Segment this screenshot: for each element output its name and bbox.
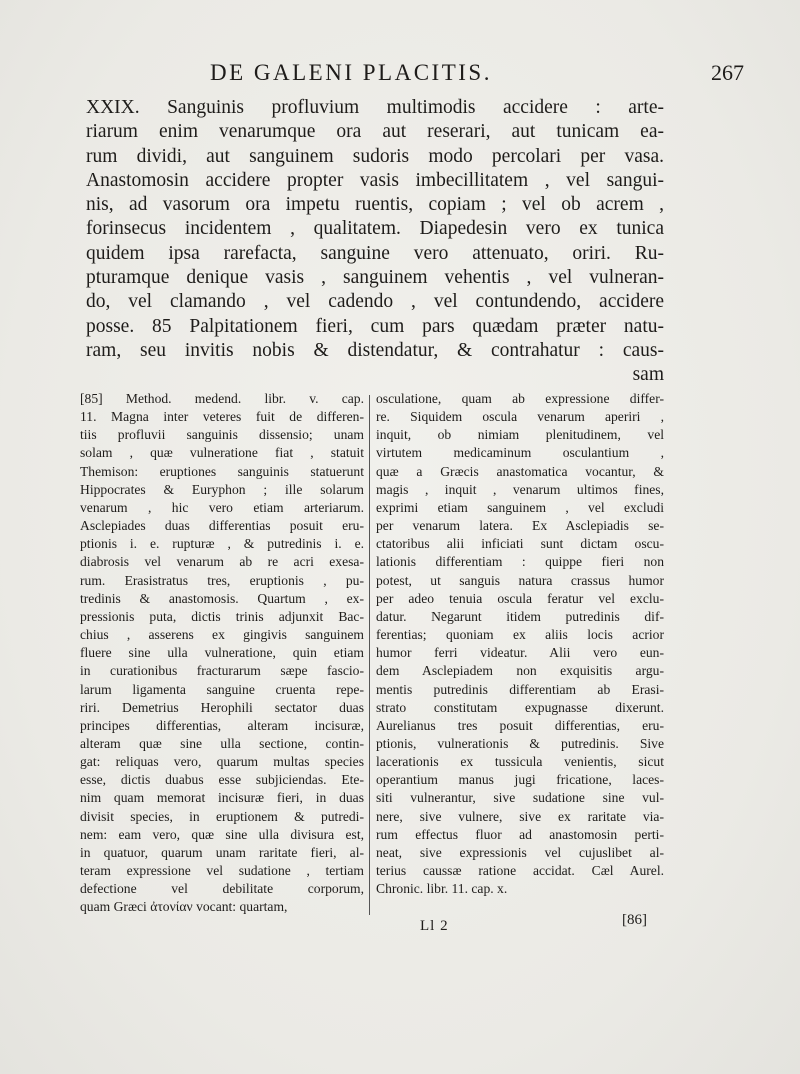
footnote-line: quam Græci ἀτονίαν vocant: quartam,: [80, 899, 288, 915]
footnote-line: in curationibus fracturarum sæpe fascio-: [80, 663, 364, 679]
catchword: [86]: [622, 912, 647, 928]
footnote-line: osculatione, quam ab expressione differ-: [376, 391, 664, 406]
footnote-line: larum ligamenta sanguine cruenta repe-: [80, 681, 364, 697]
footnote-line: [85] Method. medend. libr. v. cap.: [80, 391, 364, 406]
signature-mark: Ll 2: [420, 918, 449, 934]
footnote-line: nim quam memorat incisuræ fieri, in duas: [80, 790, 364, 806]
running-head: [60, 60, 744, 90]
footnote-line: Chronic. libr. 11. cap. x.: [376, 881, 508, 897]
footnote-line: venarum , hic vero etiam arteriarum.: [80, 499, 364, 515]
footnote-line: rum. Erasistratus tres, eruptionis , pu-: [80, 572, 364, 588]
main-text-line: posse. 85 Palpitationem fieri, cum pars quædam præter natu-: [86, 315, 664, 337]
footnote-line: datur. Negarunt itidem putredinis dif-: [376, 608, 664, 624]
footnote-line: alteram quæ sine ulla sectione, contin-: [80, 735, 364, 751]
column-divider: [369, 395, 370, 915]
main-text-line: pturamque denique vasis , sanguinem vehentis , vel vulneran-: [86, 267, 664, 289]
footnote-line: magis , inquit , venarum ultimos fines,: [376, 481, 664, 497]
footnote-line: ptionis i. e. rupturæ , & putredinis i. e.: [80, 536, 364, 552]
footnote-line: solam , quæ vulneratione fiat , statuit: [80, 445, 364, 461]
footnote-line: tredinis & anastomosis. Quartum , ex-: [80, 590, 364, 606]
footnote-line: gat: reliquas vero, quarum multas species: [80, 754, 364, 770]
footnote-line: mentis putredinis differentiam ab Erasi-: [376, 681, 664, 697]
footnote-line: Asclepiades duas differentias posuit eru-: [80, 518, 364, 534]
footnote-line: nem: eam vero, quæ sine ulla divisura est,: [80, 826, 364, 842]
footnote-line: Aurelianus tres posuit differentias, eru-: [376, 717, 664, 733]
main-text-line: quidem ipsa rarefacta, sanguine vero attenuato, oriri. Ru-: [86, 242, 664, 264]
footnote-line: riri. Demetrius Herophili sectator duas: [80, 699, 364, 715]
footnote-line: operantium manus jugi fricatione, laces-: [376, 772, 664, 788]
main-text-line: rum dividi, aut sanguinem sudoris modo percolari per vasa.: [86, 145, 664, 167]
footnote-line: humor ferri videatur. Alii vero eun-: [376, 645, 664, 661]
footnote-line: lacerationis ex tussicula venientis, sicut: [376, 754, 664, 770]
footnote-line: ctatoribus alii inficiati sunt dictam oscu-: [376, 536, 664, 552]
footnote-line: tiis profluvii sanguinis dissensio; unam: [80, 427, 364, 443]
footnote-line: strato constitutam expugnasse dixerunt.: [376, 699, 664, 715]
main-text-line: riarum enim venarumque ora aut reserari, aut tunicam ea-: [86, 121, 664, 143]
footnote-line: siti vulnerantur, sive sudatione sine vul-: [376, 790, 664, 806]
footnote-left-column: [80, 390, 364, 917]
footnote-line: pressionis puta, dictis trinis adjunxit Bac-: [80, 608, 364, 624]
main-text-line: nis, ad vasorum ora impetu ruentis, copiam ; vel ob acrem ,: [86, 194, 664, 216]
footnote-line: diabrosis vel venarum ab re acri exesa-: [80, 554, 364, 570]
footnote-line: ptionis, vulnerationis & putredinis. Sive: [376, 735, 664, 751]
footnote-line: defectione vel debilitate corporum,: [80, 881, 364, 897]
footnote-line: inquit, ob nimiam plenitudinem, vel: [376, 427, 664, 443]
page-number: 267: [711, 60, 744, 85]
footnote-line: 11. Magna inter veteres fuit de differen-: [80, 409, 364, 425]
footnote-line: fluere sine ulla vulneratione, quin etiam: [80, 645, 364, 661]
footnote-line: dem Asclepiadem non exquisitis argu-: [376, 663, 664, 679]
main-text-line: XXIX. Sanguinis profluvium multimodis accidere : arte-: [86, 97, 664, 118]
footnote-line: chius , asserens ex gingivis sanguinem: [80, 627, 364, 643]
footnote-line: principes differentias, alteram incisuræ,: [80, 717, 364, 733]
main-text-line: do, vel clamando , vel cadendo , vel contundendo, accidere: [86, 291, 664, 313]
main-text-line: sam: [632, 364, 664, 386]
footnote-line: per adeo tenuia oscula feratur vel exclu-: [376, 590, 664, 606]
main-text-paragraph: [86, 96, 664, 388]
footnote-line: Themison: eruptiones sanguinis statuerunt: [80, 463, 364, 479]
main-text-line: Anastomosin accidere propter vasis imbecillitatem , vel sangui-: [86, 169, 664, 191]
footnote-line: Hippocrates & Euryphon ; ille solarum: [80, 481, 364, 497]
footnote-line: virtutem medicaminum osculantium ,: [376, 445, 664, 461]
main-text-line: forinsecus incidentem , qualitatem. Diapedesin vero ex tunica: [86, 218, 664, 240]
footnote-line: per venarum latera. Ex Asclepiadis se-: [376, 518, 664, 534]
footnote-line: ferentias; quoniam ex aliis locis acrior: [376, 627, 664, 643]
footnote-line: esse, dictis duabus esse subjiciendas. Ete-: [80, 772, 364, 788]
footnote-line: re. Siquidem oscula venarum aperiri ,: [376, 409, 664, 425]
footnote-line: rum effectus fluor ad anastomosin perti-: [376, 826, 664, 842]
footnote-line: lationis differentiam : quippe fieri non: [376, 554, 664, 570]
footnote-line: divisit species, in eruptionem & putredi-: [80, 808, 364, 824]
footnote-line: quæ a Græcis anastomatica vocantur, &: [376, 463, 664, 479]
footnote-right-column: [376, 390, 664, 898]
footnote-line: neat, sive expressionis vel cujuslibet al-: [376, 844, 664, 860]
footnote-line: exprimi etiam sanguinem , vel excludi: [376, 499, 664, 515]
footnote-line: potest, ut sanguis natura crassus humor: [376, 572, 664, 588]
footnote-line: in quatuor, quarum unam raritate fieri, al-: [80, 844, 364, 860]
footnote-line: nere, sive vulnere, sive ex raritate via-: [376, 808, 664, 824]
running-title: DE GALENI PLACITIS.: [210, 60, 492, 85]
footnote-line: terius caussæ ratione accidat. Cæl Aurel.: [376, 863, 664, 879]
footnote-line: teram expressione vel sudatione , tertiam: [80, 863, 364, 879]
main-text-line: ram, seu invitis nobis & distendatur, & contrahatur : caus-: [86, 339, 664, 361]
